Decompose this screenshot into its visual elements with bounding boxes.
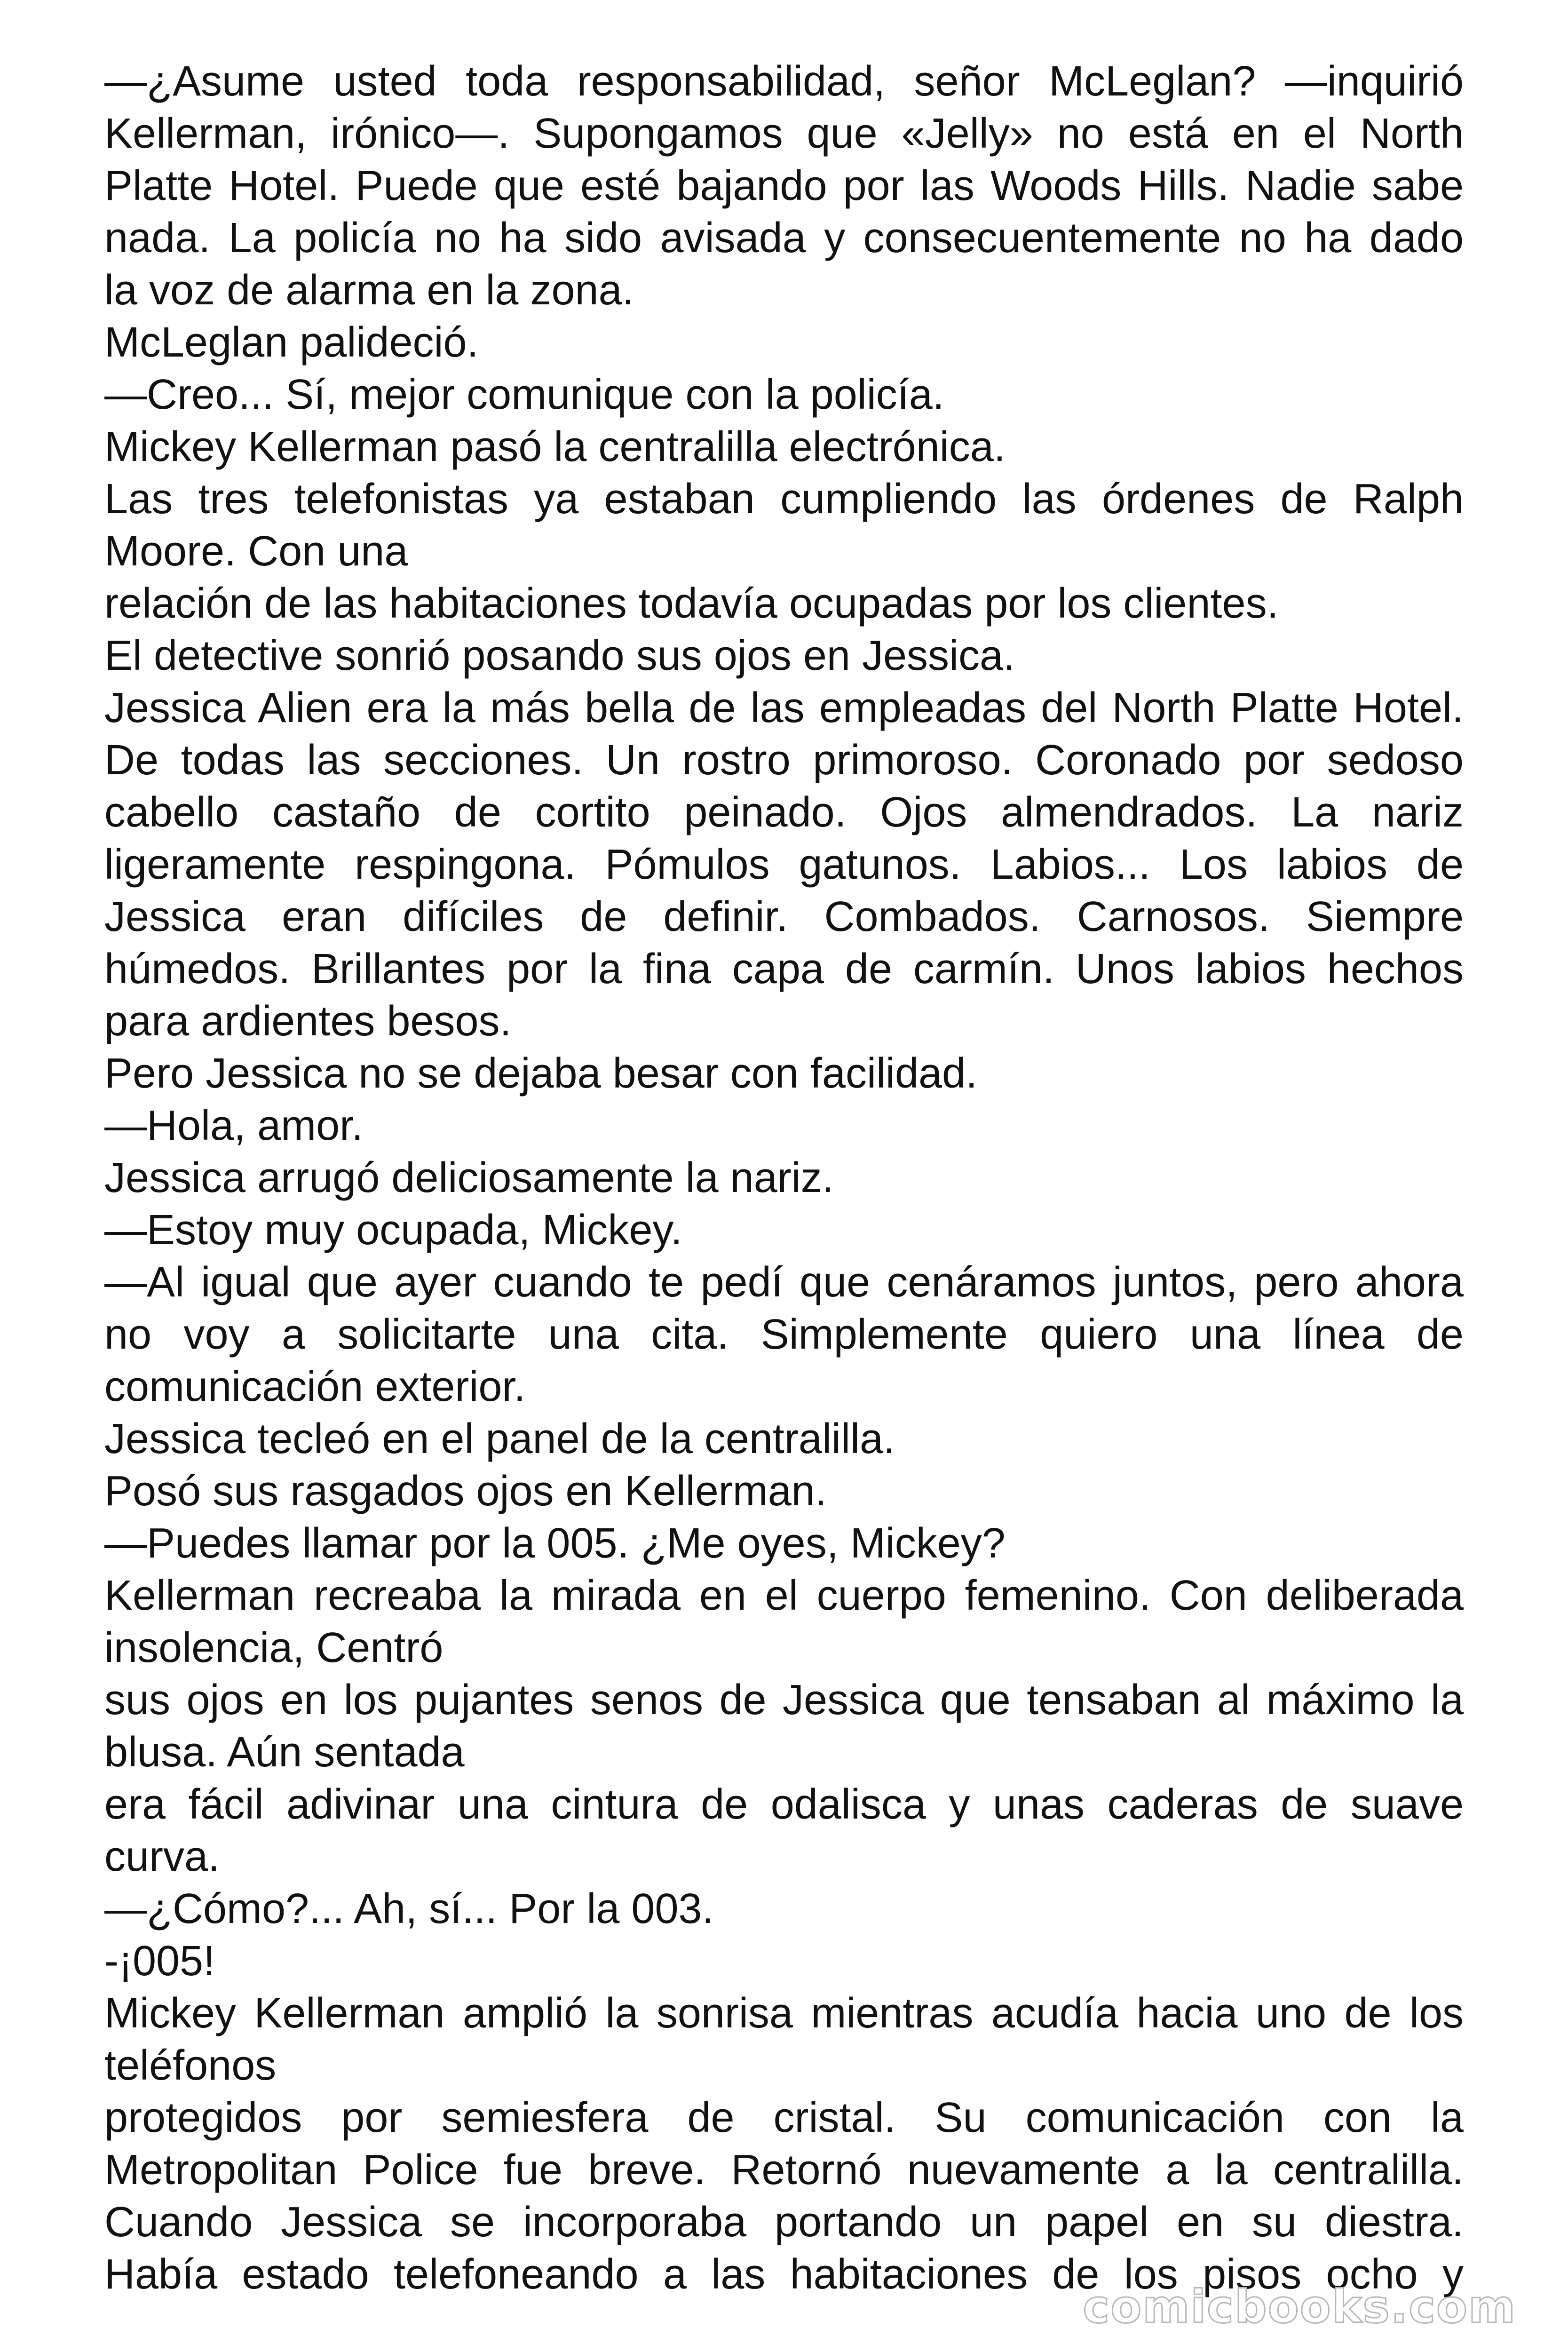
text-line: Jessica arrugó deliciosamente la nariz. (104, 1154, 834, 1201)
text-line: insolencia, Centró (104, 1624, 443, 1671)
text-line: Mickey Kellerman amplió la sonrisa mientras acudía hacia uno de los (104, 1990, 1464, 2037)
text-line: —¿Asume usted toda responsabilidad, señor McLeglan? —inquirió (104, 58, 1464, 105)
text-line: —¿Cómo?... Ah, sí... Por la 003. (104, 1885, 714, 1932)
text-line: Platte Hotel. Puede que esté bajando por las Woods Hills. Nadie sabe (104, 162, 1464, 209)
text-line: El detective sonrió posando sus ojos en Jessica. (104, 632, 1015, 679)
text-line: blusa. Aún sentada (104, 1729, 465, 1776)
text-line: era fácil adivinar una cintura de odalisca y unas caderas de suave (104, 1781, 1464, 1828)
text-line: la voz de alarma en la zona. (104, 267, 634, 314)
text-line: Cuando Jessica se incorporaba portando un papel en su diestra. (104, 2199, 1464, 2246)
text-line: -¡005! (104, 1938, 215, 1985)
text-line: húmedos. Brillantes por la fina capa de carmín. Unos labios hechos (104, 946, 1464, 993)
text-line: Metropolitan Police fue breve. Retornó nuevamente a la centralilla. (104, 2146, 1464, 2193)
text-line: Pero Jessica no se dejaba besar con facilidad. (104, 1050, 978, 1097)
text-line: para ardientes besos. (104, 998, 512, 1045)
text-line: Moore. Con una (104, 528, 408, 575)
text-line: teléfonos (104, 2042, 277, 2089)
text-line: —Creo... Sí, mejor comunique con la policía. (104, 371, 944, 418)
text-line: Las tres telefonistas ya estaban cumpliendo las órdenes de Ralph (104, 476, 1464, 523)
text-line: Había estado telefoneando a las habitaciones de los pisos ocho y (104, 2251, 1464, 2298)
text-line: De todas las secciones. Un rostro primoroso. Coronado por sedoso (104, 737, 1464, 784)
text-line: Kellerman, irónico—. Supongamos que «Jelly» no está en el North (104, 110, 1464, 157)
text-line: comunicación exterior. (104, 1363, 526, 1410)
text-line: curva. (104, 1833, 220, 1880)
text-line: no voy a solicitarte una cita. Simplemente quiero una línea de (104, 1311, 1464, 1358)
text-line: protegidos por semiesfera de cristal. Su comunicación con la (104, 2094, 1464, 2141)
text-line: Jessica eran difíciles de definir. Combados. Carnosos. Siempre (104, 893, 1464, 940)
text-line: —Puedes llamar por la 005. ¿Me oyes, Mickey? (104, 1520, 1006, 1567)
text-line: —Estoy muy ocupada, Mickey. (104, 1207, 682, 1254)
watermark: comicbooks.com (1083, 2280, 1516, 2333)
text-line: Kellerman recreaba la mirada en el cuerpo femenino. Con deliberada (104, 1572, 1464, 1619)
text-line: cabello castaño de cortito peinado. Ojos almendrados. La nariz (104, 789, 1464, 836)
text-line: Jessica tecleó en el panel de la centralilla. (104, 1415, 895, 1462)
text-line: Jessica Alien era la más bella de las empleadas del North Platte Hotel. (104, 684, 1464, 731)
document-body (104, 56, 1464, 2301)
text-line: sus ojos en los pujantes senos de Jessica que tensaban al máximo la (104, 1677, 1464, 1724)
text-line: Posó sus rasgados ojos en Kellerman. (104, 1468, 827, 1515)
text-line: relación de las habitaciones todavía ocupadas por los clientes. (104, 580, 1279, 627)
text-line: ligeramente respingona. Pómulos gatunos. Labios... Los labios de (104, 841, 1464, 888)
text-line: nada. La policía no ha sido avisada y consecuentemente no ha dado (104, 215, 1464, 262)
text-line: —Hola, amor. (104, 1102, 364, 1149)
text-line: Mickey Kellerman pasó la centralilla electrónica. (104, 423, 1006, 470)
text-line: —Al igual que ayer cuando te pedí que cenáramos juntos, pero ahora (104, 1259, 1464, 1306)
text-line: McLeglan palideció. (104, 319, 479, 366)
